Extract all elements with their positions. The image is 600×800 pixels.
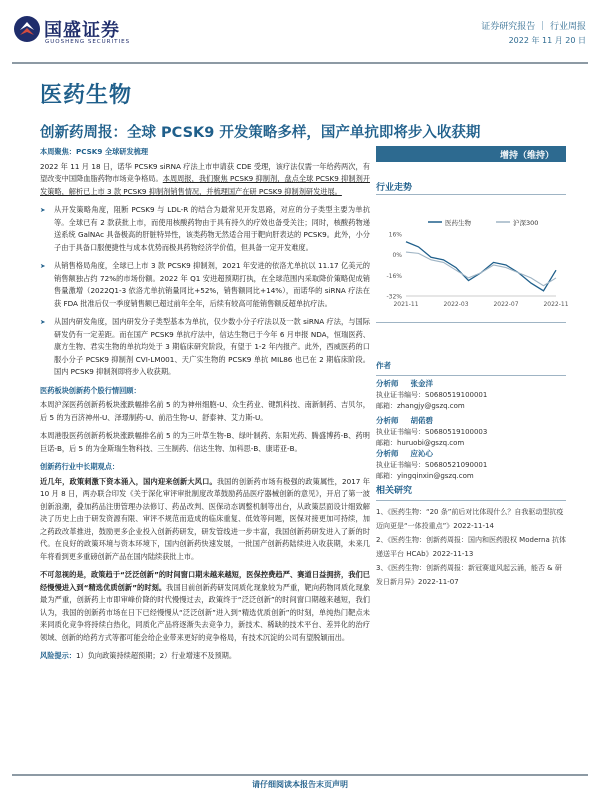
analyst-label: 分析师 (376, 379, 399, 388)
chart-title: 行业走势 (376, 183, 413, 193)
industry-title: 医药生物 (40, 83, 133, 108)
focus-text-a: 2022 年 11 月 18 日，诺华 PCSK9 siRNA 疗法上市申请获 CDE 受理，该疗法仅需一年给药两次，有望改变中国降血脂药物市场竞争格局。 (40, 161, 370, 183)
opinion-lead-b: 不可忽视的是，政策趋于“泛泛创新”的时间窗口期未越来越短，医保控费趋严、赛道日益拥挤，我们已经慢慢进入到“精选优质创新”的时刻。 (40, 570, 370, 592)
chart-svg (376, 198, 569, 316)
focus-bullets (40, 204, 370, 379)
series-line-csi300 (406, 252, 556, 286)
header-divider (12, 62, 588, 64)
opinion-paragraph-a (40, 476, 370, 564)
report-title: 创新药周报：全球 PCSK9 开发策略多样，国产单抗即将步入收获期 (40, 125, 481, 141)
analyst-card-2 (376, 415, 566, 449)
opinion-lead-a: 近几年，政策刺激下资本涌入，国内迎来创新大风口。 (40, 476, 217, 486)
analyst-role: 作者 (376, 361, 391, 370)
opinion-text-a: 我国的创新药市场有极强的政策属性，2017 年 10 月 8 日，两办联合印发《关于深化审评审批制度改革鼓励药品医疗器械创新的意见》，开启了第一波创新浪潮，叠加药品注册管理办法修订、药品改判、医保动态调整机制等出台，从政策层面设计细致解决了历史上由于研发资源有限、审评不规范而造成的临床重复、低效等问题，医保对接更加可持续，加之药政改革推进，鼓励更多企业投入创新药研发，研发管线进一步丰富，我国创新药研发进入了新的时代。在良好的政策环境与资本环境下，国内创新药快速发展，一批国产创新药陆续进入收获期，未来几年将看到更多重磅创新产品在国内陆续获批上市。 (40, 476, 370, 561)
analyst-name: 张金洋 (410, 379, 433, 388)
report-type: 证券研究报告 ｜ 行业周报 (481, 22, 586, 32)
focus-text-b: 本周周报，我们聚焦 PCSK9 抑制剂，盘点全球 PCSK9 抑制剂开发策略，解析已上市 3 款 PCSK9 抑制剂销售情况，并梳理国产在研 PCSK9 抑制剂研发进展。 (40, 174, 370, 196)
opinion-label: 创新药行业中长期观点： (40, 462, 120, 471)
analyst-name: 胡偌碧 (410, 416, 433, 425)
related-list (376, 505, 566, 589)
opinion-paragraph-b (40, 569, 370, 644)
analyst-card-3 (376, 448, 566, 482)
rating-label: 增持（维持） (499, 151, 554, 161)
x-tick-label: 2022-03 (443, 301, 469, 308)
x-axis (393, 296, 568, 308)
industry-trend-chart (376, 198, 569, 316)
report-body (40, 146, 370, 669)
analyst-name: 应沁心 (410, 449, 433, 458)
analyst-cert: 执业证书编号：S0680519100003 (376, 428, 488, 436)
brand-name-en: GUOSHENG SECURITIES (45, 39, 131, 45)
rating-banner (376, 146, 566, 162)
related-title: 相关研究 (376, 486, 413, 496)
analyst-label: 分析师 (376, 416, 399, 425)
analyst-email[interactable]: 邮箱：zhangjy@gszq.com (376, 402, 465, 410)
y-axis (386, 232, 402, 301)
chart-series (406, 242, 556, 291)
y-tick-label: -16% (386, 272, 402, 280)
brand-name: 国盛证券 (44, 20, 120, 41)
focus-title: PCSK9 全球研发梳理 (75, 147, 149, 156)
legend-label-a: 医药生物 (445, 219, 471, 227)
related-item[interactable]: 1、《医药生物：“20 条”前后对比体现什么？自我驱动型抗疫迈向更是“一体投重点”》2022-11-14 (376, 508, 564, 530)
related-item[interactable]: 2、《医药生物：创新药周报：国内和医药股权 Moderna 抗体递送平台 HCAb》2022-11-13 (376, 536, 566, 558)
analyst-label: 分析师 (376, 449, 399, 458)
y-tick-label: 0% (392, 252, 402, 260)
risk-text: 1）负向政策持续超预期；2）行业增速不及预期。 (75, 651, 237, 660)
chart-legend (428, 218, 538, 227)
bullet-item: ➤ 从国内研发角度，国内研发分子类型基本为单抗，仅少数小分子疗法以及一款 siRNA 疗法，与国际研发仍有一定差距。而在国产 PCSK9 单抗疗法中，信达生物已于今年 6 月申报 NDA，恒瑞医药、康方生物、君实生物的单抗均处于 3 期临床研究阶段，有望于 1-2 年内报产。此外，西威医药的口服小分子 PCSK9 抑制剂 CVI-LM001、天广实生物的 PCSK9 单抗 MIL86 也已在 2 期临床阶段。国内 PCSK9 抑制剂即将步入收获期。 (40, 316, 370, 379)
related-item[interactable]: 3、《医药生物：创新药周报：新冠赛道风起云涌，能否 & 研发日新月异》2022-11-07 (376, 564, 562, 586)
footer-disclaimer: 请仔细阅读本报告末页声明 (252, 780, 348, 789)
x-tick-label: 2022-11 (543, 301, 569, 308)
legend-label-b: 沪深300 (513, 219, 539, 227)
x-tick-label: 2021-11 (393, 301, 419, 308)
bullet-item: ➤ 从开发策略角度，阻断 PCSK9 与 LDL-R 的结合为最常见开发思路，对应的分子类型主要为单抗等。全球已有 2 款获批上市，而使用核酸药物由于具有持久的疗效也备受关注；同时，核酸药物递送系统 GalNAc 具备极高的肝脏特异性，该类药物无然适合用于靶向肝表达的 PCSK9。此外，小分子由于具备口服便捷性与成本优势而极具药物经济学价值，但具备一定开发难度。 (40, 204, 370, 254)
analyst-cert: 执业证书编号：S0680521090001 (376, 461, 488, 469)
focus-label: 本周聚焦： (40, 147, 76, 156)
focus-heading (40, 146, 370, 159)
series-line-pharma (406, 242, 556, 291)
focus-paragraph (40, 161, 370, 199)
y-tick-label: -32% (386, 293, 402, 301)
market-label: 医药板块创新药个股行情回顾： (40, 385, 141, 395)
analyst-cert: 执业证书编号：S0680519100001 (376, 391, 488, 399)
analyst-card-1 (376, 360, 566, 412)
y-tick-label: 16% (388, 231, 402, 239)
chart-bottom-divider (376, 322, 566, 323)
market-paragraph-b: 本周港股医药创新药板块涨跌幅排名前 5 的为三叶草生物-B、绿叶制药、东阳光药、腾盛博药-B、药明巨诺-B，后 5 的为金斯瑞生物科技、三生制药、信达生物、加科思-B、康诺亚-B。 (40, 431, 370, 453)
logo-icon (12, 14, 42, 44)
report-date: 2022 年 11 月 20 日 (508, 36, 586, 45)
market-paragraph-a: 本周沪深医药创新药板块涨跌幅排名前 5 的为神州细胞-U、众生药业、键凯科技、南新制药、吉贝尔，后 5 的为百济神州-U、泽璟制药-U、前沿生物-U、舒泰神、艾力斯-U。 (40, 400, 370, 422)
analyst-email[interactable]: 邮箱：huruobi@gszq.com (376, 439, 465, 447)
analyst-email[interactable]: 邮箱：yingqinxin@gszq.com (376, 472, 474, 480)
chart-title-divider (376, 194, 566, 195)
related-research (376, 484, 566, 589)
bullet-item: ➤ 从销售格局角度，全球已上市 3 款 PCSK9 抑制剂，2021 年安进的依洛尤单抗以 11.17 亿美元的销售额独占约 72%的市场份额。2022 年 Q1 安进超预期打执，在全球范围内采取降价策略促成销售量激增（2022Q1-3 依洛尤单抗销量同比+52%，销售额同比+14%），而诺华的 siRNA 疗法在获 FDA 批准后仅一季度销售额已超过前年全年，后续有较高可能销售额反超单抗疗法。 (40, 260, 370, 310)
footer-divider (12, 774, 588, 776)
risk-label: 风险提示： (40, 651, 76, 660)
x-tick-label: 2022-07 (493, 301, 519, 308)
opinion-text-b: 我国目前创新药研发同质化现象较为严重，靶向药物同质化现象最为严重，创新药上市即审峰价降的时代慢慢过去，政策终于“泛泛创新”的时间窗口期越来越短，我们认为，我国的创新药市场在日下已经慢慢从“泛泛创新”进入到“精选优质创新”的时刻，单纯热门靶点未来同质化竞争将持续白热化，同质化产品将逐渐失去竞争力，新技术、稀缺的技术平台、差异化的治疗领域、创新的给药方式等都可能会给企业带来更好的竞争格局，有技术沉淀的公司有望脱颖而出。 (40, 582, 370, 642)
risk-paragraph (40, 650, 370, 663)
